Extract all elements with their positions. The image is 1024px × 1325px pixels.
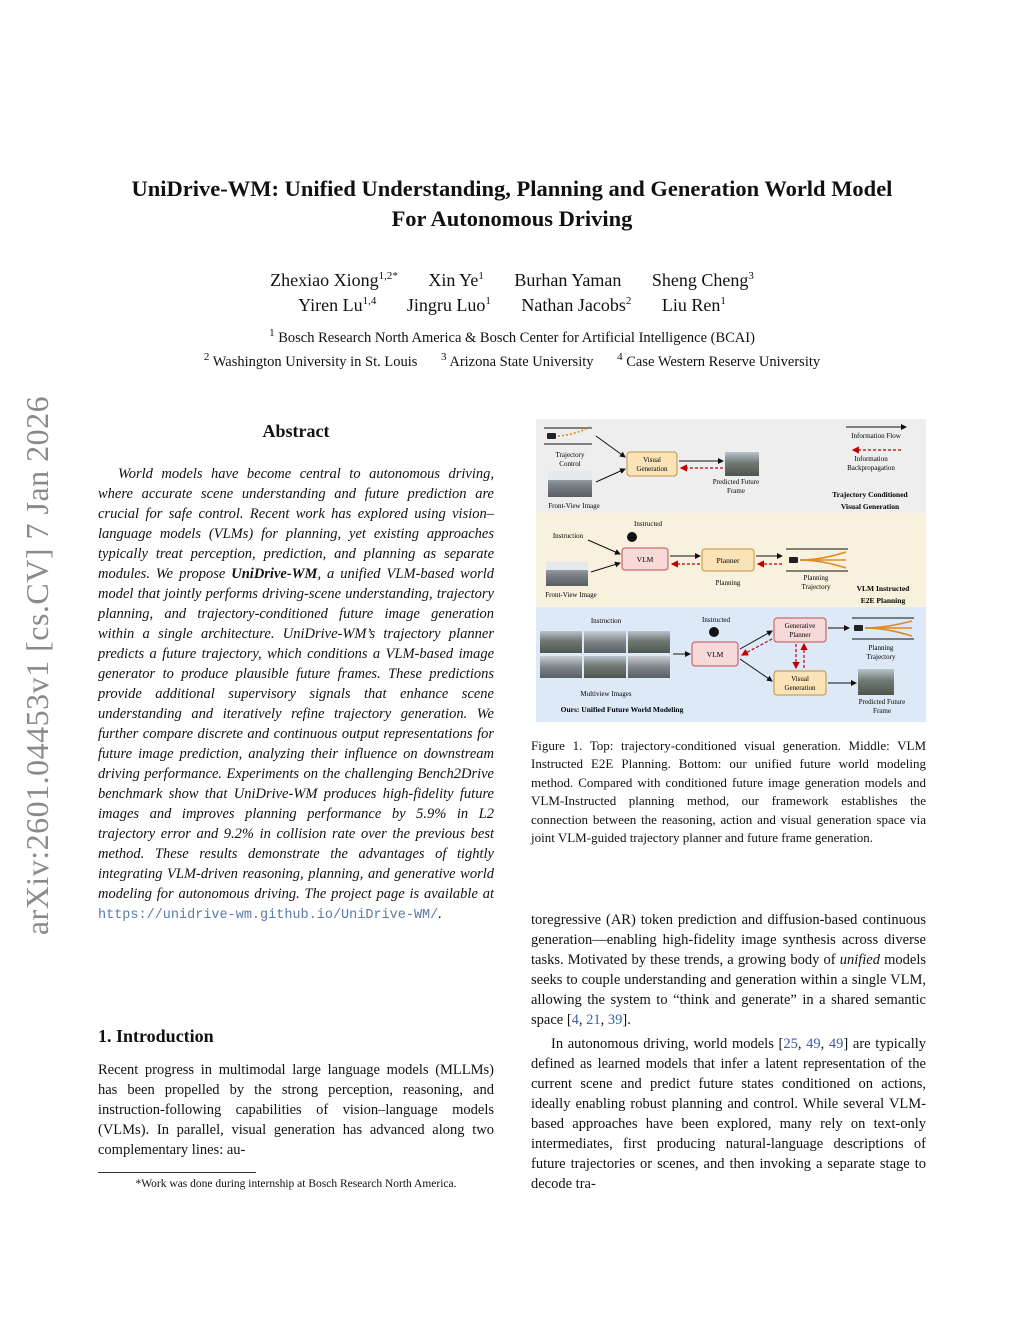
affiliation-row-2: [98, 351, 926, 371]
project-url-link[interactable]: https://unidrive-wm.github.io/UniDrive-WM/: [98, 908, 439, 923]
para-text: models seeks to couple understanding and generation within a single VLM, allowing the system to “think and generate” in a shared semantic space [: [531, 952, 926, 1028]
citation-link[interactable]: 4: [571, 1012, 579, 1028]
pred-bot-label-2: Frame: [873, 707, 891, 715]
right-paragraph-2: [531, 1034, 926, 1194]
author-name: Xin Ye: [428, 270, 479, 290]
affiliation-text: Arizona State University: [449, 354, 594, 370]
affiliation-row-1: [98, 327, 926, 347]
affiliation-sup: 3: [441, 351, 447, 364]
author: [407, 295, 491, 315]
visgen-label-1: Visual: [643, 456, 661, 464]
abstract-text: .: [438, 906, 442, 922]
pred-label-1: Predicted Future: [712, 478, 760, 486]
visgen-label-2: Generation: [636, 465, 668, 473]
title-line-2: For Autonomous Driving: [391, 206, 633, 231]
planner-label-mid: Planner: [716, 556, 740, 565]
affiliation-sup: 1: [269, 327, 275, 340]
plan-traj-bot-label-1: Planning: [868, 644, 894, 652]
citation-link[interactable]: 49: [806, 1036, 821, 1052]
arxiv-identifier: [16, 380, 60, 950]
title-line-1: UniDrive-WM: Unified Understanding, Planning and Generation World Model: [131, 176, 893, 201]
author: [514, 270, 621, 290]
author-sup: 1,4: [362, 295, 377, 307]
abstract-heading: Abstract: [262, 421, 330, 441]
citation-link[interactable]: 39: [607, 1012, 623, 1028]
pred-bot-label-1: Predicted Future: [858, 698, 906, 706]
instruction-label-mid: Instruction: [552, 532, 584, 540]
para-text: ].: [622, 1012, 631, 1028]
genplan-label-1: Generative: [784, 622, 816, 630]
abstract-text: World models have become central to autonomous driving, where accurate scene understanding and future prediction are crucial for safe control. Recent work has explored using vision–language models (VLMs) for planning, yet existing approaches typically treat perception, prediction, and planning as separate modules. We propose: [98, 466, 494, 582]
figure-1-caption: Figure 1. Top: trajectory-conditioned visual generation. Middle: VLM Instructed E2E Planning. Bottom: our unified future world modeling method. Compared with conditioned future image generation models and VLM-Instructed planning method, our framework establishes the connection between the reasoning, action and visual generation space via joint VLM-guided trajectory planner and future frame generation.: [531, 738, 926, 846]
author-name: Yiren Lu: [298, 295, 363, 315]
abstract-model-name: UniDrive-WM: [231, 566, 318, 582]
legend-backprop-label-1: Information: [854, 455, 888, 463]
plan-traj-label-1: Planning: [803, 574, 829, 582]
footnote-rule: [98, 1172, 256, 1173]
author-name: Burhan Yaman: [514, 270, 622, 290]
robot-icon-mid: [627, 532, 637, 542]
author: [652, 270, 754, 290]
paper-title: [98, 174, 926, 234]
traj-control-label-1: Trajectory: [555, 451, 585, 459]
top-panel-label-1: Trajectory Conditioned: [832, 490, 908, 499]
para-text: ,: [578, 1012, 587, 1028]
affiliation-sup: 4: [617, 351, 623, 364]
author-sup: 1,2*: [378, 270, 398, 282]
affiliation-sup: 2: [203, 351, 210, 364]
arxiv-text: arXiv:2601.04453v1 [cs.CV] 7 Jan 2026: [19, 395, 56, 935]
citation-link[interactable]: 25: [783, 1036, 798, 1052]
author: [521, 295, 631, 315]
affiliation-text: Washington University in St. Louis: [212, 354, 418, 370]
visgen-bot-label-1: Visual: [791, 675, 809, 683]
vlm-label-bot: VLM: [706, 650, 724, 659]
front-view-label-mid: Front-View Image: [545, 591, 597, 599]
author-sup: 1: [720, 295, 726, 307]
affiliation: [269, 327, 755, 346]
front-view-label-top: Front-View Image: [548, 502, 600, 510]
plan-traj-label-2: Trajectory: [801, 583, 831, 591]
author: [662, 295, 726, 315]
planning-label-mid: Planning: [715, 579, 741, 587]
legend-backprop-label-2: Backpropagation: [847, 464, 895, 472]
robot-icon-bot: [709, 627, 719, 637]
author-name: Liu Ren: [661, 295, 721, 315]
instructed-label-bot: Instructed: [702, 616, 730, 624]
affiliation-text: Case Western Reserve University: [626, 354, 821, 370]
para-text: ,: [820, 1036, 829, 1052]
mid-panel-label-1: VLM Instructed: [856, 584, 910, 593]
para-text: ] are typically defined as learned models that infer a latent representation of the current scene and predict future states conditioned on actions, ideally enabling robust planning and control. While several VLM-based approaches have been explored, many rely on text-only intermediates, first producing natural-language descriptions of future trajectories or scenes, and then invoking a separate stage to decode tra-: [531, 1036, 927, 1192]
abstract-body: [98, 464, 494, 926]
footnote: *Work was done during internship at Bosch Research North America.: [135, 1178, 457, 1190]
bottom-panel-label: Ours: Unified Future World Modeling: [560, 705, 684, 714]
multiview-label: Multiview Images: [580, 690, 632, 698]
author: [298, 295, 376, 315]
para-text: ,: [600, 1012, 608, 1028]
instructed-label-mid: Instructed: [634, 520, 662, 528]
affiliation: [203, 351, 418, 370]
plan-traj-bot-label-2: Trajectory: [866, 653, 896, 661]
citation-link[interactable]: 21: [586, 1012, 601, 1028]
citation-link[interactable]: 49: [828, 1036, 844, 1052]
predicted-frame-top: [725, 452, 759, 476]
author-name: Nathan Jacobs: [521, 295, 626, 315]
instruction-label-bot: Instruction: [590, 617, 622, 625]
author-row-2: [98, 295, 926, 316]
genplan-label-2: Planner: [789, 631, 811, 639]
author-sup: 1: [485, 295, 491, 307]
vlm-label-mid: VLM: [636, 555, 654, 564]
figure-1-diagram: [536, 419, 926, 722]
visgen-bot-label-2: Generation: [784, 684, 816, 692]
author-row-1: [98, 270, 926, 291]
predicted-frame-bot: [858, 669, 894, 695]
pred-label-2: Frame: [727, 487, 745, 495]
top-panel-label-2: Visual Generation: [840, 502, 900, 511]
para-text: ,: [797, 1036, 807, 1052]
affiliation: [617, 351, 821, 370]
author-name: Jingru Luo: [406, 295, 486, 315]
para-text: In autonomous driving, world models [: [551, 1036, 784, 1052]
author: [428, 270, 484, 290]
legend-flow-label: Information Flow: [851, 432, 901, 440]
author-name: Zhexiao Xiong: [270, 270, 379, 290]
intro-paragraph: Recent progress in multimodal large language models (MLLMs) has been propelled by the strong perception, reasoning, and instruction-following capabilities of vision–language models (VLMs). In parallel, visual generation has advanced along two complementary lines: au-: [98, 1062, 494, 1158]
author: [270, 270, 398, 290]
para-text: toregressive (AR) token prediction and diffusion-based continuous generation—enabling high-fidelity image synthesis across diverse tasks. Motivated by these trends, a growing body of: [531, 912, 926, 968]
affiliation: [441, 351, 594, 370]
author-sup: 1: [478, 270, 484, 282]
abstract-text: , a unified VLM-based world model that jointly performs driving-scene understanding, trajectory planning, and trajectory-conditioned future image generation within a single architecture. UniDrive-WM’s trajectory planner predicts a future trajectory, which conditions a VLM-based image generator to produce plausible future frames. These predictions provide additional supervisory signals that enhance scene understanding and iteratively refine trajectory generation. We further compare discrete and continuous output representations for future image prediction, analyzing their influence on downstream driving performance. Experiments on the challenging Bench2Drive benchmark show that UniDrive-WM produces high-fidelity future images and improves planning performance by 5.9% in L2 trajectory error and 9.2% in collision rate over the previous best method. These results demonstrate the advantages of tightly integrating VLM-driven reasoning, planning, and generative world modeling for autonomous driving. The project page is available at: [98, 566, 494, 902]
author-name: Sheng Cheng: [651, 270, 749, 290]
para-emphasis: unified: [839, 952, 880, 968]
section-heading-introduction: 1. Introduction: [98, 1026, 214, 1046]
author-sup: 3: [748, 270, 754, 282]
right-paragraph-1: [531, 910, 926, 1030]
affiliation-text: Bosch Research North America & Bosch Center for Artificial Intelligence (BCAI): [278, 330, 755, 346]
mid-panel-label-2: E2E Planning: [860, 596, 906, 605]
author-sup: 2: [625, 295, 632, 307]
traj-control-label-2: Control: [559, 460, 581, 468]
